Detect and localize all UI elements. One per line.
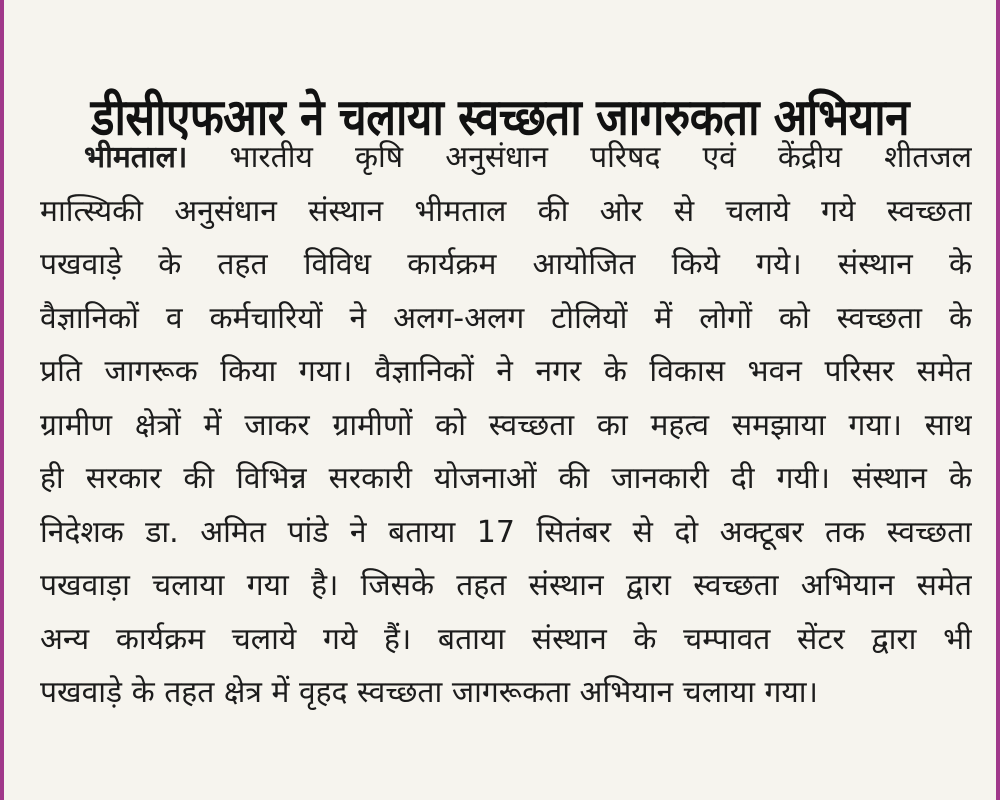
article-body <box>40 131 972 720</box>
body-line <box>40 131 972 185</box>
page-border-right <box>996 0 1000 800</box>
body-line: पखवाड़े के तहत विविध कार्यक्रम आयोजित किये गये। संस्थान के <box>40 247 972 282</box>
body-line: निदेशक डा. अमित पांडे ने बताया 17 सितंबर से दो अक्टूबर तक स्वच्छता <box>40 514 972 550</box>
body-line: वैज्ञानिकों व कर्मचारियों ने अलग-अलग टोलियों में लोगों को स्वच्छता के <box>40 300 972 336</box>
body-line: मात्स्यिकी अनुसंधान संस्थान भीमताल की ओर से चलाये गये स्वच्छता <box>40 193 972 229</box>
body-line-text: भारतीय कृषि अनुसंधान परिषद एवं केंद्रीय शीतजल <box>229 140 972 175</box>
body-line: अन्य कार्यक्रम चलाये गये हैं। बताया संस्थान के चम्पावत सेंटर द्वारा भी <box>40 621 972 657</box>
body-line: ग्रामीण क्षेत्रों में जाकर ग्रामीणों को स्वच्छता का महत्व समझाया गया। साथ <box>40 407 972 443</box>
body-line: प्रति जागरूक किया गया। वैज्ञानिकों ने नगर के विकास भवन परिसर समेत <box>40 354 972 389</box>
body-line: ही सरकार की विभिन्न सरकारी योजनाओं की जानकारी दी गयी। संस्थान के <box>40 461 972 496</box>
body-line: पखवाड़ा चलाया गया है। जिसके तहत संस्थान द्वारा स्वच्छता अभियान समेत <box>40 568 972 603</box>
page-border-left <box>0 0 4 800</box>
article-headline: डीसीएफआर ने चलाया स्वच्छता जागरुकता अभियान <box>90 89 910 148</box>
next-article-headline-clipped <box>40 756 972 800</box>
article-dateline: भीमताल। <box>84 140 188 175</box>
body-line: पखवाड़े के तहत क्षेत्र में वृहद स्वच्छता जागरूकता अभियान चलाया गया। <box>40 675 818 710</box>
